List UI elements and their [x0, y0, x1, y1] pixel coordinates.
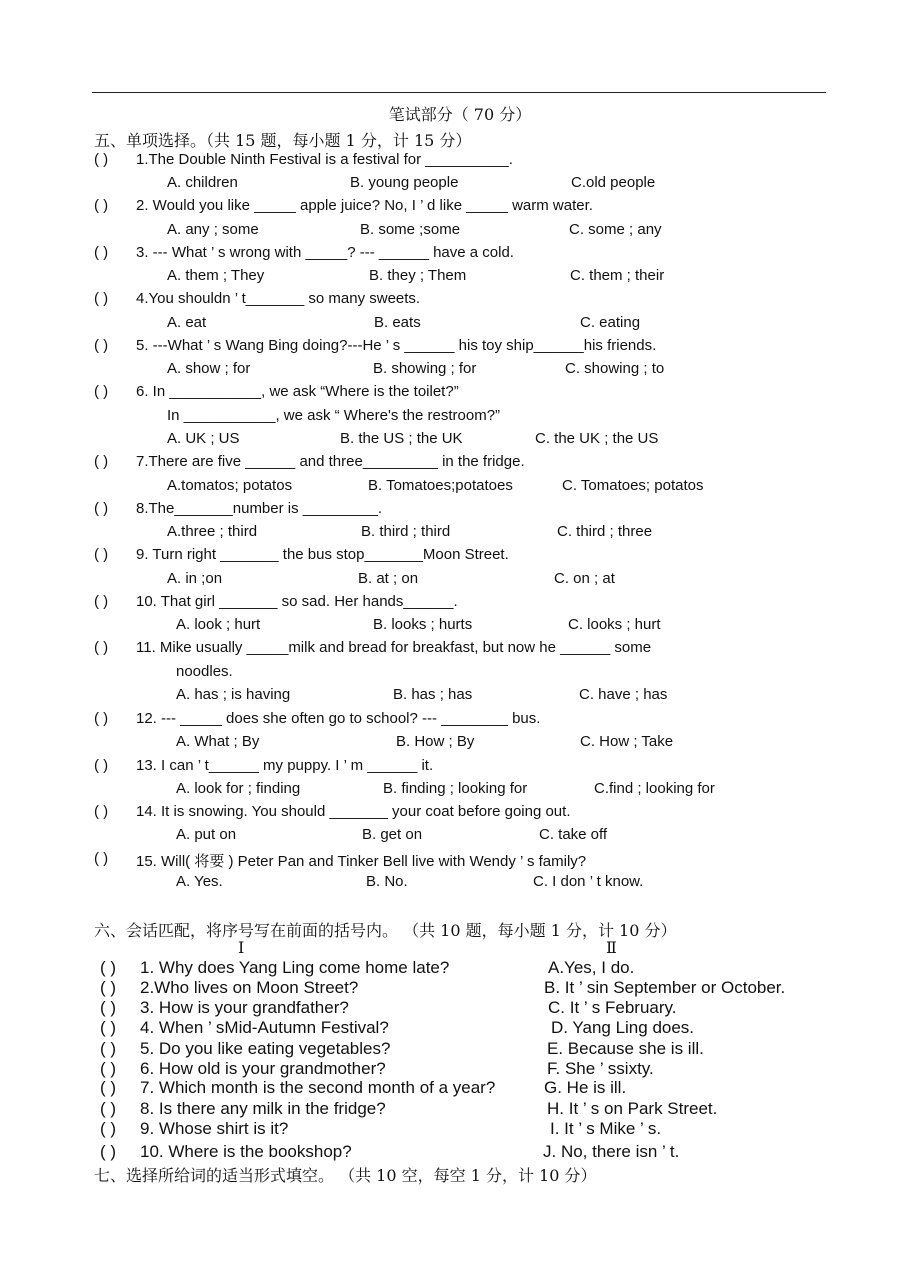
- option-b: B. some ;some: [360, 221, 461, 238]
- question-12: [94, 710, 894, 732]
- option-c: C. eating: [580, 314, 641, 331]
- question-stem: 12. --- _____ does she often go to school? --- ________ bus.: [136, 710, 541, 727]
- answer-blank[interactable]: ( ): [94, 197, 109, 214]
- options-5: [167, 360, 847, 382]
- match-row-7: [100, 1078, 860, 1100]
- match-question: 5. Do you like eating vegetables?: [140, 1039, 391, 1058]
- options-2: [167, 221, 847, 243]
- options-14: [176, 826, 856, 848]
- match-question: 8. Is there any milk in the fridge?: [140, 1099, 386, 1118]
- option-c: C.find ; looking for: [594, 780, 715, 797]
- top-rule: [92, 92, 826, 93]
- option-a: A. eat: [167, 314, 207, 331]
- question-stem: 15. Will( 将要 ) Peter Pan and Tinker Bell live with Wendy ’ s family?: [136, 853, 587, 870]
- option-a: A. What ; By: [176, 733, 260, 750]
- page-title: 笔试部分（ 70 分）: [388, 105, 532, 124]
- match-question: 2.Who lives on Moon Street?: [140, 978, 359, 997]
- match-row-5: [100, 1039, 860, 1061]
- option-a: A. has ; is having: [176, 686, 291, 703]
- option-b: B. Tomatoes;potatoes: [368, 477, 513, 494]
- question-13: [94, 757, 894, 779]
- question-1: [94, 151, 894, 173]
- answer-blank[interactable]: ( ): [100, 998, 117, 1017]
- answer-blank[interactable]: ( ): [94, 290, 109, 307]
- option-a: A. UK ; US: [167, 430, 240, 447]
- option-a: A. any ; some: [167, 221, 259, 238]
- match-answer: A.Yes, I do.: [548, 958, 635, 977]
- match-question: 1. Why does Yang Ling come home late?: [140, 958, 450, 977]
- answer-blank[interactable]: ( ): [94, 244, 109, 261]
- section7-heading: 七、选择所给词的适当形式填空。 （共 10 空，每空 1 分，计 10 分）: [94, 1166, 597, 1185]
- answer-blank[interactable]: ( ): [94, 337, 109, 354]
- options-4: [167, 314, 847, 336]
- option-c: C.old people: [571, 174, 656, 191]
- match-answer: E. Because she is ill.: [547, 1039, 704, 1058]
- option-c: C. have ; has: [579, 686, 668, 703]
- column-2-label: Ⅱ: [606, 938, 617, 957]
- option-b: B. at ; on: [358, 570, 419, 587]
- option-a: A. look for ; finding: [176, 780, 301, 797]
- option-b: B. get on: [362, 826, 423, 843]
- match-question: 7. Which month is the second month of a year?: [140, 1078, 496, 1097]
- question-stem: 3. --- What ’ s wrong with _____? --- ______ have a cold.: [136, 244, 514, 261]
- option-b: B. young people: [350, 174, 459, 191]
- question-stem: 8.The_______number is _________.: [136, 500, 383, 517]
- question-10: [94, 593, 894, 615]
- match-answer: J. No, there isn ’ t.: [543, 1142, 680, 1161]
- options-13: [176, 780, 856, 802]
- question-stem: 4.You shouldn ’ t_______ so many sweets.: [136, 290, 421, 307]
- options-1: [167, 174, 847, 196]
- question-stem: 6. In ___________, we ask “Where is the toilet?”: [136, 383, 459, 400]
- match-answer: B. It ’ sin September or October.: [544, 978, 786, 997]
- question-stem: 14. It is snowing. You should _______ your coat before going out.: [136, 803, 571, 820]
- question-4: [94, 290, 894, 312]
- question-stem: 2. Would you like _____ apple juice? No, I ’ d like _____ warm water.: [136, 197, 593, 214]
- match-answer: G. He is ill.: [544, 1078, 627, 1097]
- question-7: [94, 453, 894, 475]
- match-answer: F. She ’ ssixty.: [547, 1059, 654, 1078]
- answer-blank[interactable]: ( ): [94, 757, 109, 774]
- options-15: [176, 873, 856, 895]
- option-a: A. put on: [176, 826, 237, 843]
- option-c: C. the UK ; the US: [535, 430, 659, 447]
- option-c: C. Tomatoes; potatos: [562, 477, 704, 494]
- question-stem: 7.There are five ______ and three_________ in the fridge.: [136, 453, 525, 470]
- option-c: C. third ; three: [557, 523, 653, 540]
- answer-blank[interactable]: ( ): [100, 1099, 117, 1118]
- answer-blank[interactable]: ( ): [100, 1039, 117, 1058]
- question-15: [94, 850, 894, 872]
- match-row-8: [100, 1099, 860, 1121]
- option-a: A. Yes.: [176, 873, 223, 890]
- option-a: A.three ; third: [167, 523, 258, 540]
- options-12: [176, 733, 856, 755]
- answer-blank[interactable]: ( ): [94, 546, 109, 563]
- option-c: C. looks ; hurt: [568, 616, 661, 633]
- answer-blank[interactable]: ( ): [100, 1078, 117, 1097]
- options-3: [167, 267, 847, 289]
- option-c: C. How ; Take: [580, 733, 674, 750]
- option-b: B. finding ; looking for: [383, 780, 528, 797]
- match-row-1: [100, 958, 860, 980]
- match-row-4: [100, 1018, 860, 1040]
- question-6: [94, 383, 894, 405]
- answer-blank[interactable]: ( ): [100, 1142, 117, 1161]
- match-answer: C. It ’ s February.: [548, 998, 677, 1017]
- match-answer: D. Yang Ling does.: [551, 1018, 695, 1037]
- match-answer: H. It ’ s on Park Street.: [547, 1099, 718, 1118]
- answer-blank[interactable]: ( ): [94, 803, 109, 820]
- question-stem: 13. I can ’ t______ my puppy. I ’ m ______ it.: [136, 757, 434, 774]
- match-row-3: [100, 998, 860, 1020]
- match-question: 9. Whose shirt is it?: [140, 1119, 289, 1138]
- option-c: C. I don ’ t know.: [533, 873, 644, 890]
- option-a: A.tomatos; potatos: [167, 477, 293, 494]
- match-question: 3. How is your grandfather?: [140, 998, 349, 1017]
- answer-blank[interactable]: ( ): [94, 850, 109, 867]
- option-a: A. children: [167, 174, 238, 191]
- option-b: B. third ; third: [361, 523, 451, 540]
- section6-heading: 六、会话匹配，将序号写在前面的括号内。 （共 10 题，每小题 1 分，计 10 分）: [94, 921, 677, 940]
- question-8: [94, 500, 894, 522]
- option-b: B. How ; By: [396, 733, 475, 750]
- answer-blank[interactable]: ( ): [100, 1059, 117, 1078]
- option-a: A. in ;on: [167, 570, 223, 587]
- question-stem: 9. Turn right _______ the bus stop_______Moon Street.: [136, 546, 509, 563]
- option-c: C. on ; at: [554, 570, 615, 587]
- match-row-9: [100, 1119, 860, 1141]
- question-5: [94, 337, 894, 359]
- answer-blank[interactable]: ( ): [94, 593, 109, 610]
- answer-blank[interactable]: ( ): [100, 1119, 117, 1138]
- options-8: [167, 523, 847, 545]
- question-stem: 1.The Double Ninth Festival is a festival for __________.: [136, 151, 513, 168]
- options-11: [176, 686, 856, 708]
- options-9: [167, 570, 847, 592]
- match-question: 6. How old is your grandmother?: [140, 1059, 386, 1078]
- match-answer: I. It ’ s Mike ’ s.: [550, 1119, 662, 1138]
- question-stem: 11. Mike usually _____milk and bread for breakfast, but now he ______ some: [136, 639, 652, 656]
- answer-blank[interactable]: ( ): [94, 500, 109, 517]
- question-3: [94, 244, 894, 266]
- option-a: A. show ; for: [167, 360, 251, 377]
- match-row-10: [100, 1142, 860, 1164]
- option-b: B. they ; Them: [369, 267, 467, 284]
- section5-heading: 五、单项选择。（共 15 题，每小题 1 分，计 15 分）: [94, 131, 472, 150]
- option-b: B. eats: [374, 314, 421, 331]
- option-c: C. them ; their: [570, 267, 665, 284]
- options-7: [167, 477, 847, 499]
- question-9: [94, 546, 894, 568]
- question-14: [94, 803, 894, 825]
- answer-blank[interactable]: ( ): [94, 151, 109, 168]
- option-a: A. look ; hurt: [176, 616, 261, 633]
- option-c: C. some ; any: [569, 221, 662, 238]
- option-b: B. looks ; hurts: [373, 616, 473, 633]
- options-10: [176, 616, 856, 638]
- option-b: B. the US ; the UK: [340, 430, 463, 447]
- question-stem-continued: noodles.: [176, 663, 233, 680]
- answer-blank[interactable]: ( ): [100, 958, 117, 977]
- option-c: C. take off: [539, 826, 608, 843]
- answer-blank[interactable]: ( ): [94, 639, 109, 656]
- options-6: [167, 430, 847, 452]
- answer-blank[interactable]: ( ): [94, 710, 109, 727]
- option-c: C. showing ; to: [565, 360, 665, 377]
- option-b: B. showing ; for: [373, 360, 477, 377]
- option-b: B. has ; has: [393, 686, 473, 703]
- question-11: [94, 639, 894, 661]
- match-row-2: [100, 978, 860, 1000]
- answer-blank[interactable]: ( ): [100, 1018, 117, 1037]
- answer-blank[interactable]: ( ): [94, 383, 109, 400]
- answer-blank[interactable]: ( ): [100, 978, 117, 997]
- match-question: 4. When ’ sMid-Autumn Festival?: [140, 1018, 389, 1037]
- question-2: [94, 197, 894, 219]
- match-question: 10. Where is the bookshop?: [140, 1142, 352, 1161]
- column-1-label: Ⅰ: [238, 938, 245, 957]
- option-b: B. No.: [366, 873, 408, 890]
- question-stem-continued: In ___________, we ask “ Where's the restroom?”: [167, 407, 501, 424]
- option-a: A. them ; They: [167, 267, 265, 284]
- question-stem: 10. That girl _______ so sad. Her hands______.: [136, 593, 458, 610]
- question-stem: 5. ---What ’ s Wang Bing doing?---He ’ s ______ his toy ship______his friends.: [136, 337, 657, 354]
- answer-blank[interactable]: ( ): [94, 453, 109, 470]
